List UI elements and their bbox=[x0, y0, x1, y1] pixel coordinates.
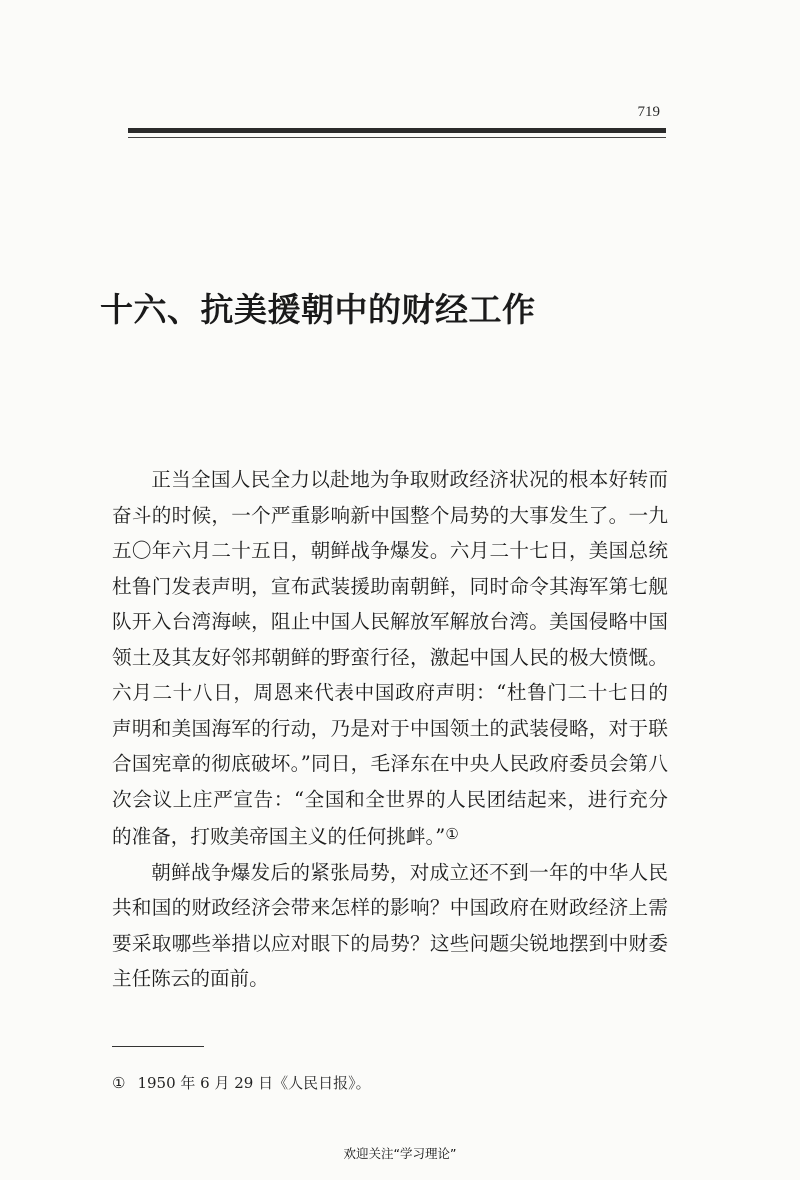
paragraph-1-text: 正当全国人民全力以赴地为争取财政经济状况的根本好转而奋斗的时候，一个严重影响新中国整个局势的大事发生了。一九五〇年六月二十五日，朝鲜战争爆发。六月二十七日，美国总统杜鲁门发表声明，宣布武装援助南朝鲜，同时命令其海军第七舰队开入台湾海峡，阻止中国人民解放军解放台湾。美国侵略中国领土及其友好邻邦朝鲜的野蛮行径，激起中国人民的极大愤慨。六月二十八日，周恩来代表中国政府声明：“杜鲁门二十七日的声明和美国海军的行动，乃是对于中国领土的武装侵略，对于联合国宪章的彻底破坏。”同日，毛泽东在中央人民政府委员会第八次会议上庄严宣告：“全国和全世界的人民团结起来，进行充分的准备，打败美帝国主义的任何挑衅。” bbox=[112, 468, 668, 848]
watermark-text: 欢迎关注“学习理论” bbox=[343, 1146, 457, 1161]
header-rule-thick bbox=[128, 128, 666, 133]
footnote-reference[interactable]: ① bbox=[445, 825, 459, 843]
chapter-title: 十六、抗美援朝中的财经工作 bbox=[100, 290, 536, 329]
page-number: 719 bbox=[637, 104, 660, 120]
footnote-text: 1950 年 6 月 29 日《人民日报》。 bbox=[137, 1074, 371, 1092]
footnote-separator bbox=[112, 1046, 204, 1047]
footnote bbox=[112, 1072, 668, 1093]
body-paragraph-1 bbox=[112, 462, 668, 855]
footnote-number: ① bbox=[112, 1074, 126, 1092]
header-rule-thin bbox=[128, 137, 666, 138]
body-paragraph-2: 朝鲜战争爆发后的紧张局势，对成立还不到一年的中华人民共和国的财政经济会带来怎样的影响？中国政府在财政经济上需要采取哪些举措以应对眼下的局势？这些问题尖锐地摆到中财委主任陈云的面前。 bbox=[112, 860, 668, 990]
body-text bbox=[112, 462, 668, 997]
